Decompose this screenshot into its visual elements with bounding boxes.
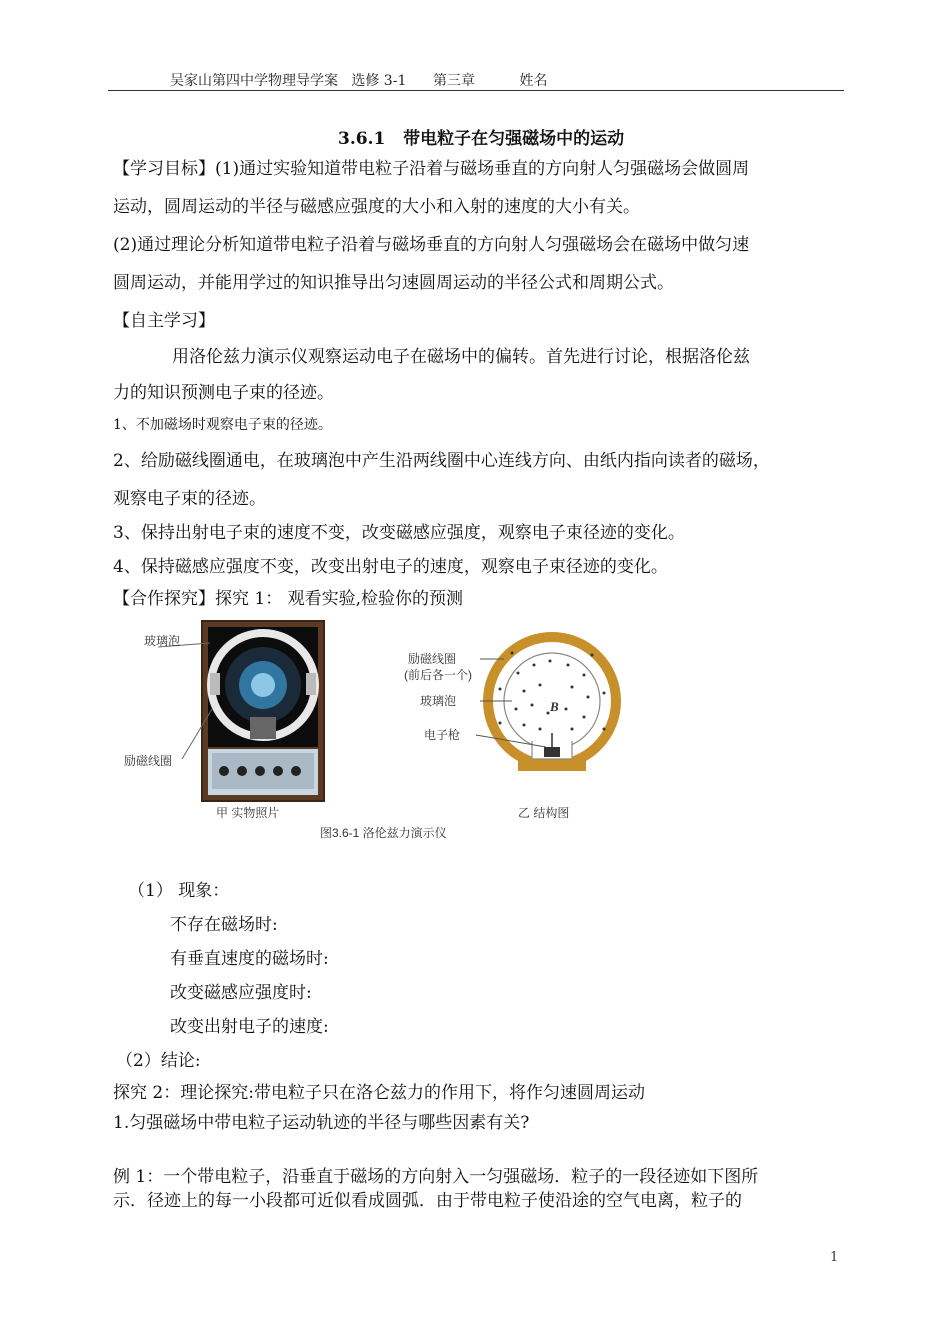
label-field-b: B — [550, 699, 559, 714]
example-1-line-1: 例 1：一个带电粒子，沿垂直于磁场的方向射入一匀强磁场．粒子的一段径迹如下图所 — [113, 1167, 759, 1187]
page-header: 吴家山第四中学物理导学案 选修 3-1 第三章 姓名 — [170, 73, 548, 89]
self-study-item-2a: 2、给励磁线圈通电，在玻璃泡中产生沿两线圈中心连线方向、由纸内指向读者的磁场， — [113, 451, 770, 471]
label-coil-left: 励磁线圈 — [124, 754, 173, 768]
caption-left: 甲 实物照片 — [216, 806, 280, 820]
phenomenon-perpendicular-field: 有垂直速度的磁场时: — [170, 949, 329, 969]
self-study-item-1: 1、不加磁场时观察电子束的径迹。 — [113, 417, 332, 433]
phenomenon-change-b: 改变磁感应强度时: — [170, 983, 312, 1003]
goals-line-3: (2)通过理论分析知道带电粒子沿着与磁场垂直的方向射人匀强磁场会在磁场中做匀速 — [113, 235, 750, 255]
goals-line-4: 圆周运动，并能用学过的知识推导出匀速圆周运动的半径公式和周期公式。 — [113, 273, 674, 293]
goals-line-2: 运动，圆周运动的半径与磁感应强度的大小和入射的速度的大小有关。 — [113, 197, 640, 217]
phenomenon-change-velocity: 改变出射电子的速度: — [170, 1017, 329, 1037]
self-study-intro-2: 力的知识预测电子束的径迹。 — [113, 383, 334, 403]
example-1-line-2: 示．径迹上的每一小段都可近似看成圆弧．由于带电粒子使沿途的空气电离，粒子的 — [113, 1191, 742, 1211]
question-1: 1.匀强磁场中带电粒子运动轨迹的半径与哪些因素有关? — [113, 1113, 530, 1133]
goals-line-1: 【学习目标】(1)通过实验知道带电粒子沿着与磁场垂直的方向射人匀强磁场会做圆周 — [113, 159, 750, 179]
label-bulb-right: 玻璃泡 — [420, 694, 457, 708]
label-coil-right-note: (前后各一个) — [404, 668, 472, 682]
self-study-heading: 【自主学习】 — [113, 311, 215, 331]
caption-right: 乙 结构图 — [518, 806, 570, 820]
lesson-title: 3.6.1 带电粒子在匀强磁场中的运动 — [338, 129, 625, 149]
label-bulb-left: 玻璃泡 — [144, 634, 181, 648]
explore-2-heading: 探究 2：理论探究:带电粒子只在洛仑兹力的作用下，将作匀速圆周运动 — [113, 1083, 645, 1103]
explore-1-heading: 【合作探究】探究 1： 观看实验,检验你的预测 — [113, 589, 464, 609]
label-electron-gun: 电子枪 — [424, 728, 461, 742]
self-study-item-2b: 观察电子束的径迹。 — [113, 489, 266, 509]
lorentz-demonstrator-figure — [120, 613, 680, 845]
figure-caption: 图3.6-1 洛伦兹力演示仪 — [320, 826, 447, 840]
label-coil-right: 励磁线圈 — [408, 652, 457, 666]
phenomena-heading: （1） 现象： — [128, 881, 230, 901]
self-study-intro-1: 用洛伦兹力演示仪观察运动电子在磁场中的偏转。首先进行讨论，根据洛伦兹 — [172, 347, 750, 367]
self-study-item-4: 4、保持磁感应强度不变，改变出射电子的速度，观察电子束径迹的变化。 — [113, 557, 668, 577]
conclusion-heading: （2）结论: — [116, 1051, 201, 1071]
self-study-item-3: 3、保持出射电子束的速度不变，改变磁感应强度，观察电子束径迹的变化。 — [113, 523, 685, 543]
page-number: 1 — [830, 1250, 839, 1265]
phenomenon-no-field: 不存在磁场时: — [170, 915, 278, 935]
header-divider — [108, 90, 844, 91]
